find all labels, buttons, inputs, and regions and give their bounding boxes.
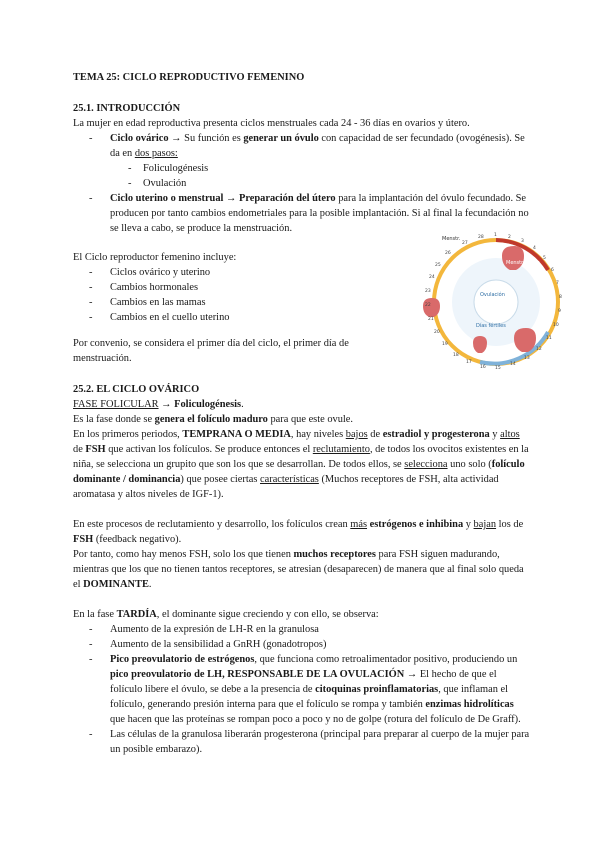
- list-item: [73, 265, 365, 280]
- text-run: En los primeros periodos,: [73, 429, 183, 440]
- day-number: 22: [425, 303, 431, 308]
- bullet-dash: -: [128, 178, 132, 189]
- text-run: de: [367, 429, 383, 440]
- day-number: 14: [510, 362, 516, 367]
- list-item-text: Cambios en las mamas: [110, 297, 206, 308]
- list-item-text: Aumento de la expresión de LH-R en la granulosa: [110, 624, 319, 635]
- bullet-dash: -: [89, 639, 93, 650]
- bullet-dash: -: [89, 654, 93, 665]
- bullet-dash: -: [89, 267, 93, 278]
- text-run: , el dominante sigue creciendo y con ello, se observa:: [156, 609, 379, 620]
- arrow-text: →: [168, 133, 185, 144]
- bullet-dash: -: [89, 624, 93, 635]
- list-item-text: Ciclos ovárico y uterino: [110, 267, 211, 278]
- day-number: 1: [494, 233, 497, 238]
- bullet-dash: -: [89, 282, 93, 293]
- text-run: uno solo (: [447, 459, 492, 470]
- paragraph-1: [73, 412, 530, 427]
- text-run: que activan los folículos. Se produce entonces el: [105, 444, 313, 455]
- text-run: , que funciona como retroalimentador positivo, produciendo un: [254, 654, 518, 665]
- list-item: [73, 310, 365, 325]
- text-run: , hay niveles: [290, 429, 346, 440]
- text-run: → El hecho de que el folículo libere el óvulo, se debe a la presencia de: [110, 669, 497, 695]
- text-run: (feedback negativo).: [93, 534, 182, 545]
- arrow-text: →: [158, 399, 175, 410]
- intro-paragraph: [73, 116, 530, 236]
- text-run: y: [489, 429, 501, 440]
- text-run: Su función es: [184, 133, 244, 144]
- underlined-two-steps: dos pasos:: [134, 148, 178, 159]
- bullet-dash: -: [128, 163, 132, 174]
- label-top-left: Menstr.: [442, 236, 461, 242]
- bullet-dash: -: [89, 312, 93, 323]
- underlined: reclutamiento: [312, 444, 370, 455]
- term: FSH: [85, 444, 106, 455]
- term: estrógenos e inhibina: [367, 519, 464, 530]
- late-phase-list: [73, 622, 530, 757]
- term-folliculogenesis: Foliculogénesis: [174, 399, 242, 410]
- list-item-uterine-cycle: [73, 191, 530, 236]
- list-item: [73, 295, 365, 310]
- list-item-text: Aumento de la sensibilidad a GnRH (gonadotropos): [110, 639, 327, 650]
- includes-intro: El Ciclo reproductor femenino incluye:: [73, 252, 237, 263]
- text-run: con capacidad de ser fecundado (ovogénesis). Se da en: [110, 133, 525, 159]
- term: TARDÍA: [116, 609, 157, 620]
- uterus-fertile-icon: [473, 336, 487, 353]
- day-number: 8: [559, 295, 562, 300]
- underlined: características: [260, 474, 319, 485]
- day-number: 12: [536, 347, 542, 352]
- underlined: bajos: [345, 429, 368, 440]
- term: enzimas hidrolíticas: [425, 699, 514, 710]
- text-run: Es la fase donde se: [73, 414, 155, 425]
- sub-item-ovulation: [73, 176, 530, 191]
- day-number: 2: [508, 235, 511, 240]
- list-item-ovarian-cycle: [73, 131, 530, 161]
- label-ovulation: Ovulación: [480, 292, 505, 298]
- day-number: 23: [425, 289, 431, 294]
- paragraph-4: [73, 547, 530, 592]
- text-run: , de todos los ovocitos existentes en la niña, se selecciona un grupito que son los que se desarrollan. De todos ellos, se: [73, 444, 529, 470]
- label-menstruation: Menstruación: [506, 260, 540, 266]
- list-item-text: Cambios hormonales: [110, 282, 199, 293]
- term: DOMINANTE: [83, 579, 149, 590]
- term: citoquinas proinflamatorias: [315, 684, 439, 695]
- text-run: ) que posee ciertas: [180, 474, 261, 485]
- convention-paragraph: Por convenio, se considera el primer día del ciclo, el primer día de menstruación.: [73, 338, 349, 364]
- sub-item-folliculogenesis: [73, 161, 530, 176]
- term: pico preovulatorio de LH, RESPONSABLE DE LA OVULACIÓN: [110, 669, 405, 680]
- text-run: .: [241, 399, 244, 410]
- text-run: para FSH siguen madurando, mientras que los que no tienen tantos receptores, se atresian (desaparecen) de manera que al final solo queda el: [73, 549, 524, 590]
- term: genera el folículo maduro: [154, 414, 268, 425]
- paragraph-5: [73, 607, 530, 622]
- sub-item-text: Foliculogénesis: [143, 163, 209, 174]
- text-run: , que inflaman el folículo, generando presión interna para que el folículo se rompa y también: [110, 684, 509, 710]
- text-run: los de: [496, 519, 524, 530]
- underlined: más: [350, 519, 368, 530]
- document-title: TEMA 25: CICLO REPRODUCTIVO FEMENINO: [73, 72, 305, 83]
- list-item-text: Cambios en el cuello uterino: [110, 312, 230, 323]
- day-number: 7: [556, 281, 559, 286]
- includes-section: [73, 250, 365, 325]
- text-run: para la implantación del óvulo fecundado. Se producen por tanto cambios endometriales para la posible implantación. Si al final la fecundación no se lleva a cabo, se produce la menstruación.: [110, 193, 529, 234]
- day-number: 24: [429, 275, 435, 280]
- underlined: bajan: [473, 519, 497, 530]
- day-number: 17: [466, 360, 472, 365]
- term-uterine-cycle: Ciclo uterino o menstrual: [110, 193, 224, 204]
- text-run: En la fase: [73, 609, 117, 620]
- day-number: 18: [453, 353, 459, 358]
- term: folículo dominante / dominancia: [73, 459, 525, 485]
- text-run: de: [73, 444, 86, 455]
- list-item: [73, 622, 530, 637]
- menstrual-cycle-wheel: [420, 232, 570, 372]
- day-number: 26: [445, 251, 451, 256]
- day-number: 13: [524, 356, 530, 361]
- text-run: y: [463, 519, 474, 530]
- day-number: 16: [480, 365, 486, 370]
- text-run: En este procesos de reclutamiento y desarrollo, los folículos crean: [73, 519, 351, 530]
- intro-text: La mujer en edad reproductiva presenta ciclos menstruales cada 24 - 36 días en ovarios y útero.: [73, 118, 470, 129]
- text-run: .: [148, 579, 152, 590]
- list-item: [73, 637, 530, 652]
- day-number: 27: [462, 241, 468, 246]
- section-heading-ciclo-ovarico: 25.2. EL CICLO OVÁRICO: [73, 384, 200, 395]
- term: Pico preovulatorio de estrógenos: [110, 654, 255, 665]
- day-number: 11: [546, 336, 552, 341]
- term: muchos receptores: [293, 549, 376, 560]
- text-run: (Muchos receptores de FSH, alta actividad aromatasa y altos niveles de IGF-1).: [73, 474, 499, 500]
- bullet-dash: -: [89, 193, 93, 204]
- day-number: 3: [521, 239, 524, 244]
- term: TEMPRANA O MEDIA: [182, 429, 291, 440]
- list-item: [73, 280, 365, 295]
- underlined: selecciona: [404, 459, 448, 470]
- paragraph-2: [73, 427, 530, 502]
- day-number: 28: [478, 235, 484, 240]
- day-number: 10: [553, 323, 559, 328]
- bullet-dash: -: [89, 729, 93, 740]
- text-run: para que este ovule.: [267, 414, 353, 425]
- underlined: altos: [500, 429, 520, 440]
- day-number: 25: [435, 263, 441, 268]
- day-number: 15: [495, 366, 501, 371]
- day-number: 5: [543, 256, 546, 261]
- term: FSH: [73, 534, 94, 545]
- day-number: 9: [558, 309, 561, 314]
- menstrual-cycle-figure: [420, 232, 570, 372]
- phase-line: [73, 397, 530, 412]
- list-item: [73, 727, 530, 757]
- center-disc: [474, 280, 518, 324]
- term-uterus-preparation: Preparación del útero: [239, 193, 336, 204]
- day-number: 19: [442, 342, 448, 347]
- term-generate-ovum: generar un óvulo: [243, 133, 319, 144]
- paragraph-3: [73, 517, 530, 547]
- text-run: Por tanto, como hay menos FSH, solo los que tienen: [73, 549, 294, 560]
- ovarian-cycle-body: [73, 397, 530, 757]
- term: estradiol y progesterona: [382, 429, 490, 440]
- includes-list: [73, 265, 365, 325]
- sub-item-text: Ovulación: [143, 178, 187, 189]
- section-heading-introduccion: 25.1. INTRODUCCIÓN: [73, 103, 181, 114]
- list-item: [73, 652, 530, 727]
- phase-label: FASE FOLICULAR: [73, 399, 159, 410]
- day-number: 4: [533, 246, 536, 251]
- bullet-dash: -: [89, 133, 93, 144]
- text-run: que hacen que las proteínas se rompan poco a poco y no de golpe (rotura del folículo de De Graff).: [110, 714, 521, 725]
- day-number: 6: [551, 268, 554, 273]
- list-item-text: Las células de la granulosa liberarán progesterona (principal para preparar al cuerpo de la mujer para un posible embarazo).: [110, 729, 530, 755]
- arrow-text: →: [223, 193, 240, 204]
- label-fertile: Días fértiles: [476, 323, 506, 329]
- cycle-list: [73, 131, 530, 236]
- term-ovarian-cycle: Ciclo ovárico: [110, 133, 169, 144]
- day-number: 20: [434, 330, 440, 335]
- day-number: 21: [428, 317, 434, 322]
- bullet-dash: -: [89, 297, 93, 308]
